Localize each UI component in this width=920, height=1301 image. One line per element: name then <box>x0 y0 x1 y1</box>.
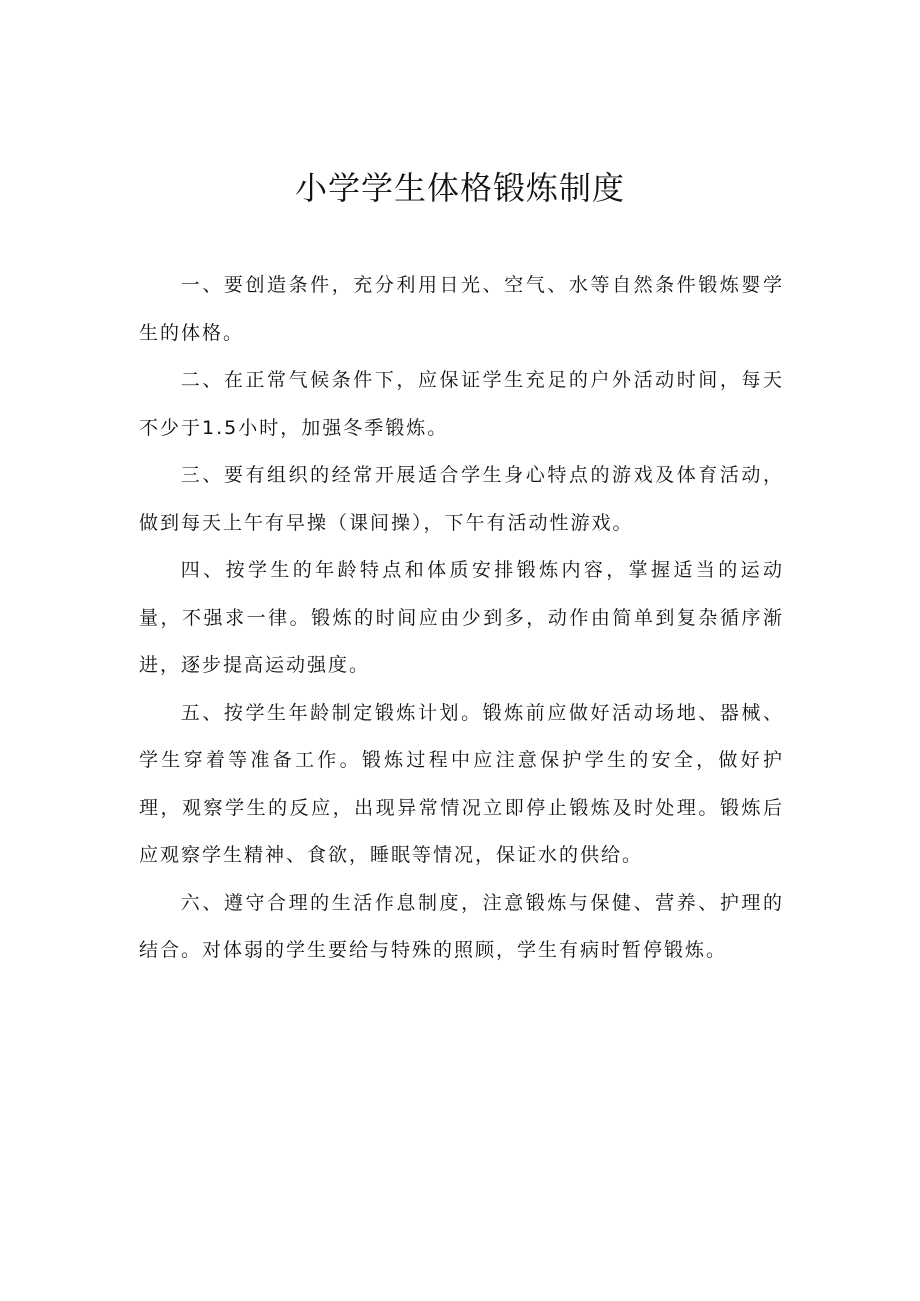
paragraph-4: 四、按学生的年龄特点和体质安排锻炼内容，掌握适当的运动量，不强求一律。锻炼的时间应由少到多，动作由简单到复杂循序渐进，逐步提高运动强度。 <box>139 559 784 676</box>
paragraph-3: 三、要有组织的经常开展适合学生身心特点的游戏及体育活动，做到每天上午有早操（课间操），下午有活动性游戏。 <box>139 464 784 534</box>
document-title: 小学学生体格锻炼制度 <box>294 169 625 207</box>
document-body <box>139 262 784 975</box>
paragraph-6: 六、遵守合理的生活作息制度，注意锻炼与保健、营养、护理的结合。对体弱的学生要给与特殊的照顾，学生有病时暂停锻炼。 <box>139 891 784 961</box>
paragraph-1: 一、要创造条件，充分利用日光、空气、水等自然条件锻炼婴学生的体格。 <box>139 274 784 344</box>
paragraph-5: 五、按学生年龄制定锻炼计划。锻炼前应做好活动场地、器械、学生穿着等准备工作。锻炼过程中应注意保护学生的安全，做好护理，观察学生的反应，出现异常情况立即停止锻炼及时处理。锻炼后应观察学生精神、食欲，睡眠等情况，保证水的供给。 <box>139 701 784 866</box>
paragraph-2: 二、在正常气候条件下，应保证学生充足的户外活动时间，每天不少于1.5小时，加强冬季锻炼。 <box>139 369 784 439</box>
